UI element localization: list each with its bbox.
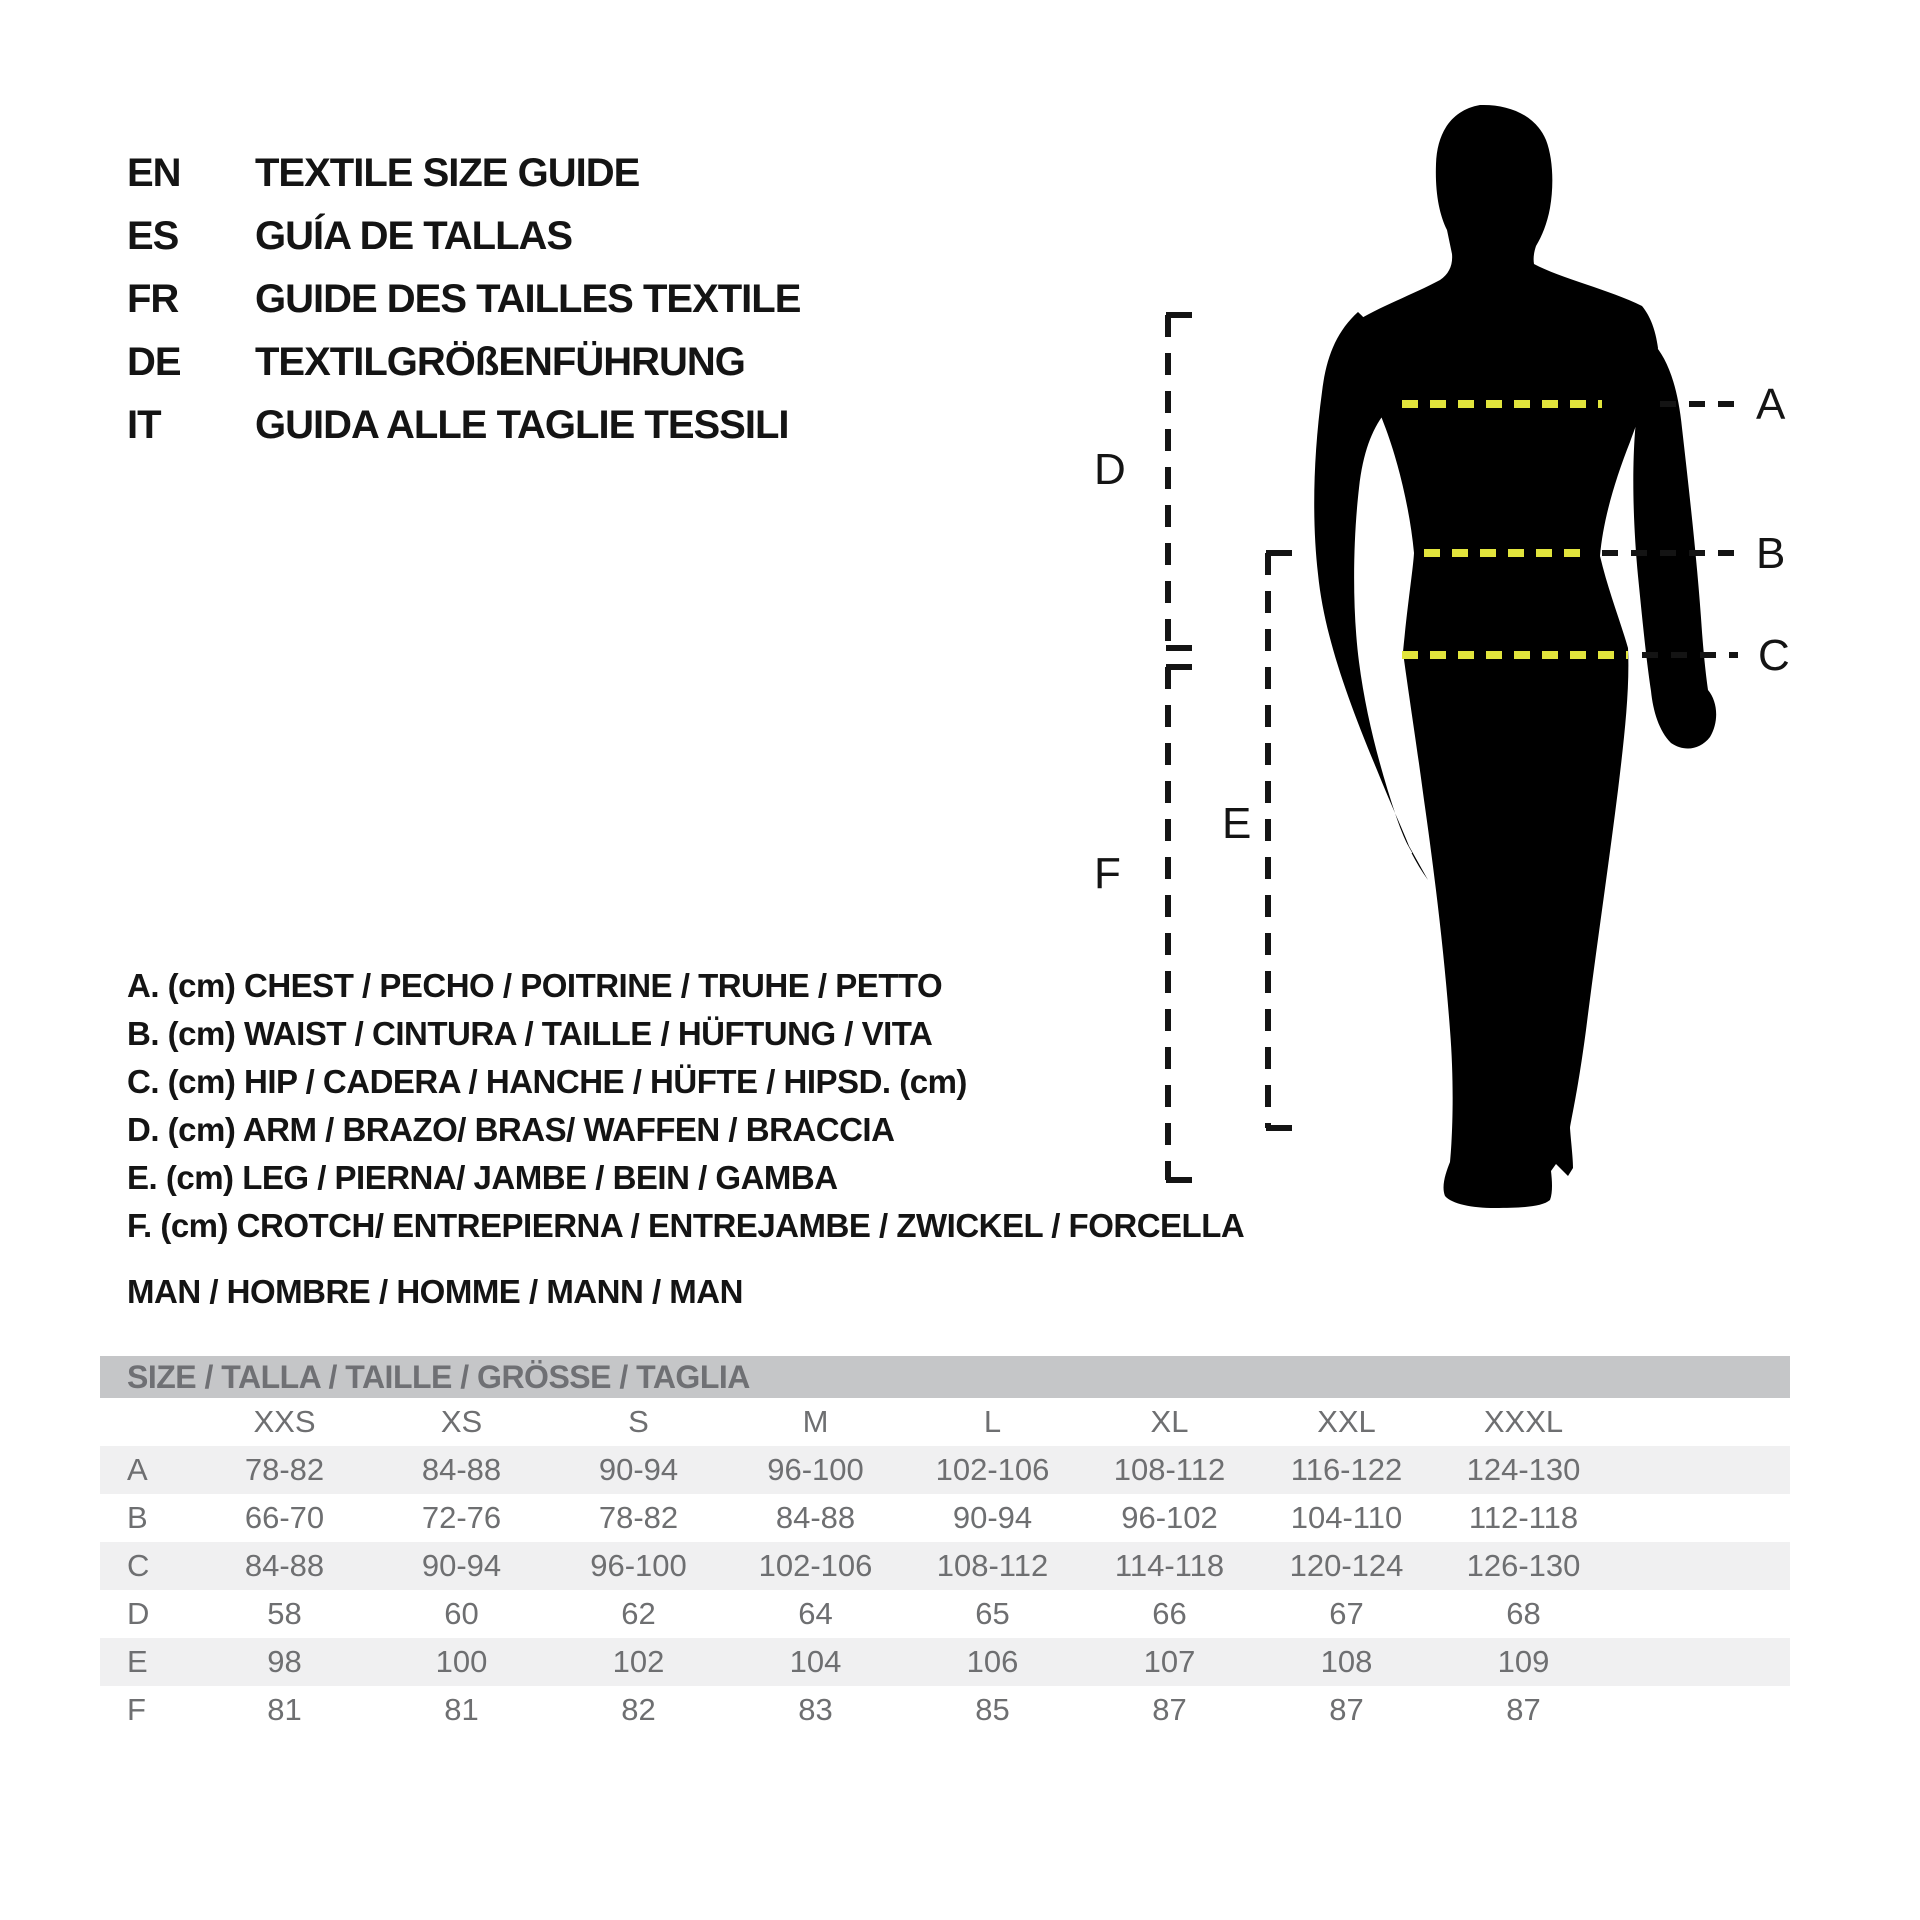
size-value-cell: 62: [621, 1596, 656, 1631]
measure-letter-cell: E: [127, 1644, 148, 1679]
legend-line: C. (cm) HIP / CADERA / HANCHE / HÜFTE / HIPSD. (cm): [127, 1063, 967, 1100]
size-value-cell: 107: [1143, 1644, 1196, 1679]
size-value-cell: 96-100: [590, 1548, 687, 1583]
size-value-cell: 104: [789, 1644, 842, 1679]
measure-letter-cell: B: [127, 1500, 148, 1535]
size-value-cell: 104-110: [1290, 1500, 1403, 1535]
size-value-cell: 85: [975, 1692, 1010, 1727]
size-value-cell: 68: [1506, 1596, 1541, 1631]
size-value-cell: 126-130: [1466, 1548, 1581, 1583]
language-guide-title: GUIDA ALLE TAGLIE TESSILI: [255, 403, 789, 447]
size-column-header: XXXL: [1483, 1404, 1564, 1439]
size-value-cell: 87: [1506, 1692, 1541, 1727]
size-value-cell: 81: [267, 1692, 302, 1727]
marker-label-c: C: [1758, 631, 1790, 680]
size-value-cell: 78-82: [244, 1452, 325, 1487]
language-code: IT: [127, 403, 161, 447]
size-value-cell: 90-94: [598, 1452, 679, 1487]
measure-letter-cell: F: [127, 1692, 146, 1727]
measure-letter-cell: D: [127, 1596, 150, 1631]
measure-letter-cell: C: [127, 1548, 150, 1583]
size-value-cell: 102-106: [758, 1548, 873, 1583]
measure-letter-cell: A: [127, 1452, 148, 1487]
size-value-cell: 96-102: [1121, 1500, 1218, 1535]
size-value-cell: 83: [798, 1692, 833, 1727]
size-value-cell: 87: [1152, 1692, 1187, 1727]
size-value-cell: 114-118: [1114, 1548, 1225, 1583]
legend-line: F. (cm) CROTCH/ ENTREPIERNA / ENTREJAMBE / ZWICKEL / FORCELLA: [127, 1207, 1245, 1244]
marker-label-f: F: [1094, 849, 1121, 898]
size-value-cell: 90-94: [952, 1500, 1033, 1535]
size-value-cell: 78-82: [598, 1500, 679, 1535]
size-value-cell: 58: [267, 1596, 302, 1631]
legend-line: A. (cm) CHEST / PECHO / POITRINE / TRUHE / PETTO: [127, 967, 943, 1004]
size-value-cell: 98: [267, 1644, 302, 1679]
size-table-title-band: SIZE / TALLA / TAILLE / GRÖSSE / TAGLIA: [100, 1356, 1790, 1398]
size-value-cell: 108-112: [1113, 1452, 1226, 1487]
size-column-header: XL: [1150, 1404, 1189, 1439]
size-table-row: [100, 1542, 1790, 1590]
language-guide-title: TEXTILE SIZE GUIDE: [255, 151, 640, 195]
measurement-legend: [127, 962, 1244, 1250]
size-value-cell: 60: [444, 1596, 479, 1631]
marker-label-e: E: [1222, 799, 1252, 848]
size-value-cell: 120-124: [1289, 1548, 1404, 1583]
language-guide-title: GUIDE DES TAILLES TEXTILE: [255, 277, 801, 321]
size-table-row: [100, 1494, 1790, 1542]
language-guide-title: GUÍA DE TALLAS: [255, 214, 573, 258]
size-value-cell: 81: [444, 1692, 479, 1727]
language-code: DE: [127, 340, 181, 384]
language-code: EN: [127, 151, 181, 195]
size-column-header: L: [983, 1404, 1002, 1439]
marker-label-b: B: [1756, 529, 1786, 578]
size-value-cell: 112-118: [1468, 1500, 1579, 1535]
legend-line: D. (cm) ARM / BRAZO/ BRAS/ WAFFEN / BRACCIA: [127, 1111, 895, 1148]
marker-label-a: A: [1756, 380, 1786, 429]
size-value-cell: 102: [612, 1644, 665, 1679]
language-code: ES: [127, 214, 179, 258]
size-column-header: XXL: [1317, 1404, 1376, 1439]
size-value-cell: 124-130: [1466, 1452, 1581, 1487]
size-table-row: [100, 1590, 1790, 1638]
size-value-cell: 108: [1320, 1644, 1373, 1679]
size-value-cell: 90-94: [421, 1548, 502, 1583]
size-column-header: XS: [440, 1404, 483, 1439]
size-value-cell: 116-122: [1290, 1452, 1403, 1487]
size-table-row: [100, 1686, 1790, 1734]
language-guide-title: TEXTILGRÖßENFÜHRUNG: [255, 340, 745, 384]
size-value-cell: 100: [435, 1644, 488, 1679]
size-value-cell: 72-76: [421, 1500, 502, 1535]
size-value-cell: 64: [798, 1596, 833, 1631]
subject-line: MAN / HOMBRE / HOMME / MANN / MAN: [127, 1273, 743, 1310]
size-table-body: [100, 1446, 1790, 1734]
size-value-cell: 82: [621, 1692, 656, 1727]
size-value-cell: 108-112: [936, 1548, 1049, 1583]
size-table-row: [100, 1638, 1790, 1686]
size-value-cell: 66: [1152, 1596, 1187, 1631]
size-value-cell: 106: [966, 1644, 1019, 1679]
size-value-cell: 84-88: [775, 1500, 856, 1535]
size-value-cell: 84-88: [244, 1548, 325, 1583]
size-column-header: S: [628, 1404, 649, 1439]
size-column-header: M: [802, 1404, 829, 1439]
size-value-cell: 84-88: [421, 1452, 502, 1487]
size-value-cell: 87: [1329, 1692, 1364, 1727]
size-column-header: XXS: [253, 1404, 316, 1439]
legend-line: E. (cm) LEG / PIERNA/ JAMBE / BEIN / GAMBA: [127, 1159, 838, 1196]
size-value-cell: 65: [975, 1596, 1010, 1631]
pocket-slit-line: [1378, 798, 1410, 854]
marker-label-d: D: [1094, 445, 1126, 494]
legend-line: B. (cm) WAIST / CINTURA / TAILLE / HÜFTUNG / VITA: [127, 1015, 933, 1052]
size-table-header-row: [100, 1398, 1790, 1446]
language-code: FR: [127, 277, 179, 321]
size-value-cell: 109: [1497, 1644, 1550, 1679]
size-table: [100, 1356, 1790, 1734]
size-table-row: [100, 1446, 1790, 1494]
size-value-cell: 96-100: [767, 1452, 864, 1487]
size-value-cell: 67: [1329, 1596, 1364, 1631]
size-value-cell: 102-106: [935, 1452, 1050, 1487]
size-value-cell: 66-70: [244, 1500, 325, 1535]
